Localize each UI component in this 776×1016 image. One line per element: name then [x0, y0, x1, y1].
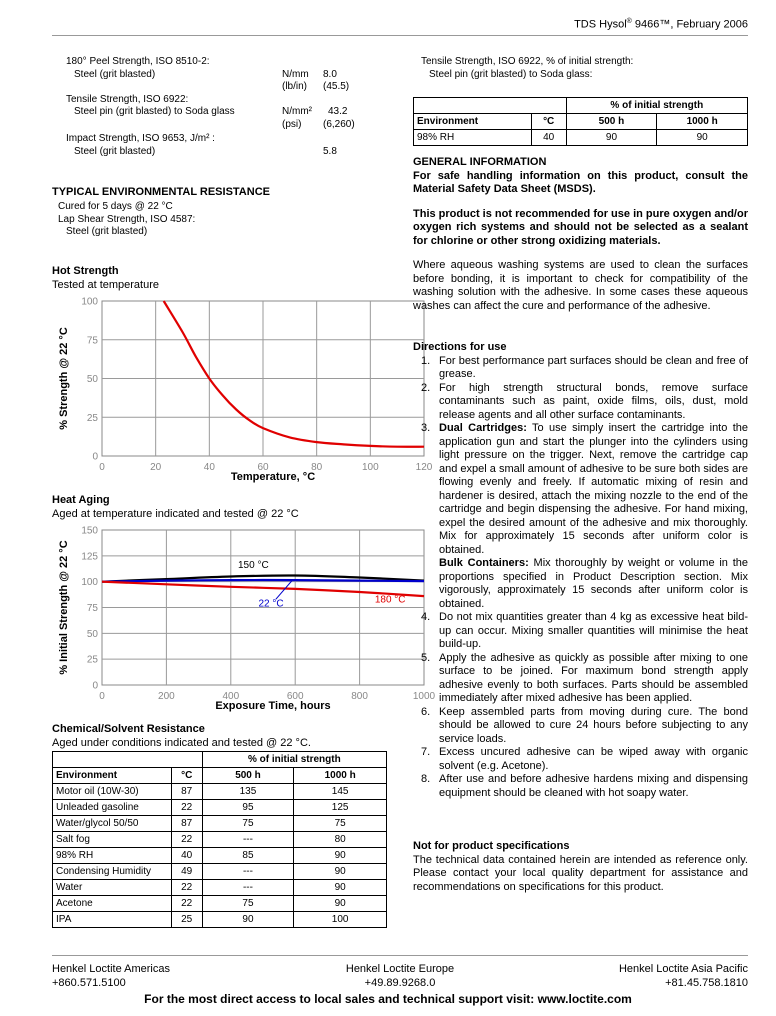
x-tick-label: 600	[286, 691, 304, 702]
rt-cell-500: 90	[566, 130, 657, 146]
x-tick-label: 100	[361, 462, 379, 473]
x-tick-label: 40	[203, 462, 215, 473]
table-cell: 98% RH	[53, 848, 172, 864]
direction-text-6: Keep assembled parts from moving during cure. The bond should be allowed to cure 24 hours before subjecting to any service loads.	[439, 705, 748, 745]
bulk-containers-label: Bulk Containers:	[439, 557, 529, 569]
peel-unit-1: N/mm	[282, 68, 309, 80]
list-number: 2.	[421, 381, 431, 394]
table-cell: ---	[202, 832, 294, 848]
tensile-unit-1: N/mm²	[282, 106, 312, 117]
table-cell: 87	[171, 784, 202, 800]
header-rule	[52, 35, 748, 36]
x-tick-label: 400	[222, 691, 240, 702]
chem-subtitle: Aged under conditions indicated and tested @ 22 °C.	[52, 737, 311, 749]
list-item	[413, 652, 748, 706]
tensile-sub: Steel pin (grit blasted) to Soda glass	[74, 106, 235, 117]
y-tick-label: 25	[86, 412, 98, 424]
chem-col-500: 500 h	[202, 768, 294, 784]
table-row	[53, 800, 387, 816]
table-row	[53, 912, 387, 928]
rt-col-1000: 1000 h	[657, 114, 748, 130]
tensile-unit-2: (psi)	[282, 118, 302, 130]
table-row	[53, 864, 387, 880]
table-cell: 145	[294, 784, 387, 800]
table-cell: 135	[202, 784, 294, 800]
env-cured: Cured for 5 days @ 22 °C	[58, 201, 173, 212]
y-tick-label: 100	[81, 296, 98, 308]
footer-bottom-line: For the most direct access to local sales and technical support visit: www.loctite.com	[144, 992, 632, 1006]
env-lap: Lap Shear Strength, ISO 4587:	[58, 213, 196, 225]
footer-europe	[300, 963, 500, 990]
right-tensile-table	[413, 97, 748, 146]
y-axis-label: % Strength @ 22 °C	[58, 327, 70, 430]
direction-text-2: For high strength structural bonds, remove surface contaminants such as paint, oxide films, oils, dust, mold release agents and all other surface contaminants.	[439, 381, 748, 421]
directions	[413, 341, 748, 800]
table-row	[53, 896, 387, 912]
chem-header-blank	[53, 752, 203, 768]
rt-cell-1000: 90	[657, 130, 748, 146]
list-item	[413, 422, 748, 611]
table-row	[53, 832, 387, 848]
table-cell: 80	[294, 832, 387, 848]
general-info	[413, 156, 748, 313]
general-heading: GENERAL INFORMATION	[413, 156, 547, 168]
tensile-value-2: (6,260)	[323, 118, 355, 130]
heat-aging-subtitle: Aged at temperature indicated and tested @ 22 °C	[52, 508, 299, 520]
asia-phone: +81.45.758.1810	[665, 976, 748, 989]
rt-header-blank	[414, 98, 567, 114]
table-cell: 22	[171, 800, 202, 816]
table-row	[53, 848, 387, 864]
y-tick-label: 100	[81, 577, 98, 589]
table-cell: Acetone	[53, 896, 172, 912]
direction-text-8: After use and before adhesive hardens mixing and dispensing equipment should be cleaned with hot soapy water.	[439, 773, 748, 799]
direction-text-1: For best performance part surfaces should be clean and free of grease.	[439, 354, 748, 380]
chem-title: Chemical/Solvent Resistance	[52, 723, 205, 735]
asia-name: Henkel Loctite Asia Pacific	[618, 963, 748, 975]
rt-col-500: 500 h	[566, 114, 657, 130]
y-tick-label: 25	[86, 654, 98, 666]
table-cell: 40	[171, 848, 202, 864]
table-row	[53, 784, 387, 800]
footer-rule	[52, 955, 748, 956]
x-tick-label: 0	[99, 691, 105, 702]
dual-cartridges-label: Dual Cartridges:	[439, 422, 527, 434]
y-tick-label: 75	[86, 603, 98, 614]
list-number: 5.	[421, 651, 431, 664]
x-axis-label: Temperature, °C	[230, 471, 316, 483]
table-cell: 90	[294, 880, 387, 896]
header-title-suffix: 9466™, February 2006	[631, 18, 748, 31]
peel-sub: Steel (grit blasted)	[74, 68, 156, 80]
notspec-heading: Not for product specifications	[413, 840, 570, 852]
directions-heading: Directions for use	[413, 341, 507, 353]
x-tick-label: 20	[150, 462, 162, 473]
table-cell: 90	[294, 848, 387, 864]
y-tick-label: 125	[81, 551, 98, 563]
table-cell: 125	[294, 800, 387, 816]
table-cell: 90	[294, 864, 387, 880]
list-number: 7.	[421, 746, 431, 758]
label-180c: 180 °C	[374, 594, 406, 606]
table-cell: 87	[171, 816, 202, 832]
rt-cell-c: 40	[531, 130, 566, 146]
right-tensile-block	[421, 56, 633, 81]
table-cell: 90	[294, 896, 387, 912]
rt-header-span: % of initial strength	[566, 98, 747, 114]
direction-text-4: Do not mix quantities greater than 4 kg as excessive heat bild-up can occur. Mixing smaller quantities will minimise the heat build-up.	[439, 611, 748, 650]
list-item	[413, 706, 748, 747]
x-tick-label: 0	[99, 462, 105, 473]
peel-value-2: (45.5)	[323, 81, 350, 92]
footer-asia	[619, 963, 748, 990]
americas-name: Henkel Loctite Americas	[52, 963, 170, 975]
table-cell: 49	[171, 864, 202, 880]
header-registered: ®	[626, 18, 632, 25]
direction-text-3b: Mix thoroughly by weight or volume in the proportions specified in Product Description section. Mix vigorously, approximately 15 seconds after uniform color is obtained.	[439, 557, 749, 610]
europe-phone: +49.89.9268.0	[364, 976, 436, 989]
table-cell: 75	[294, 816, 387, 832]
list-number: 6.	[421, 705, 431, 718]
header-title-prefix: TDS Hysol	[574, 18, 627, 31]
table-cell: 100	[294, 912, 387, 928]
chem-col-1000: 1000 h	[294, 768, 387, 784]
x-tick-label: 800	[351, 691, 368, 702]
y-tick-label: 50	[86, 374, 98, 385]
direction-text-3: To use simply insert the cartridge into the application gun and start the plunger into the cylinders using light pressure on the trigger. Next, remove the cartridge cap and expel a small amount of adhesive to be sure both sides are flowing evenly and freely. If automatic mixing of resin and hardener is desired, attach the mixing nozzle to the end of the cartridge and begin dispensing the adhesive. For hand mixing, expel the desired amount of the adhesive and mix thoroughly. Mix for approximately 15 seconds after uniform color is obtained.	[439, 422, 748, 556]
general-oxygen: This product is not recommended for use in pure oxygen and/or oxygen rich systems and should not be selected as a sealant for chlorine or other strong oxidizing materials.	[413, 207, 748, 247]
chem-table	[52, 751, 387, 928]
table-cell: Unleaded gasoline	[53, 800, 172, 816]
env-steel: Steel (grit blasted)	[66, 226, 148, 237]
peel-title: 180° Peel Strength, ISO 8510-2:	[66, 56, 210, 67]
rt-col-c: °C	[531, 114, 566, 130]
chem-col-c: °C	[171, 768, 202, 784]
list-item	[413, 382, 748, 423]
x-axis-label: Exposure Time, hours	[215, 700, 331, 712]
x-tick-label: 60	[257, 462, 269, 473]
table-cell: Water/glycol 50/50	[53, 816, 172, 832]
list-item	[413, 773, 748, 800]
chem-header-span: % of initial strength	[202, 752, 386, 768]
list-item	[413, 355, 748, 382]
table-row	[414, 130, 748, 146]
americas-phone: +860.571.5100	[52, 976, 126, 989]
direction-text-5: Apply the adhesive as quickly as possible after mixing to one surface to be joined. For maximum bond strength apply adhesive evenly to both surfaces. Parts should be assembled immediately after mixed adhesive has been applied.	[439, 651, 748, 704]
notspec-text: The technical data contained herein are intended as reference only. Please contact your local quality department for assistance and recommendations on specifications for this product.	[413, 853, 748, 893]
footer-americas	[52, 963, 170, 990]
rt-cell-env: 98% RH	[414, 130, 532, 146]
heat-aging-chart	[52, 521, 436, 713]
table-cell: 22	[171, 832, 202, 848]
list-number: 8.	[421, 773, 431, 785]
table-cell: 90	[202, 912, 294, 928]
tensile-title: Tensile Strength, ISO 6922:	[66, 93, 189, 105]
table-cell: 95	[202, 800, 294, 816]
general-safe: For safe handling information on this product, consult the Material Safety Data Sheet (MSDS).	[413, 169, 748, 195]
table-cell: ---	[202, 864, 294, 880]
table-cell: Motor oil (10W-30)	[53, 784, 172, 800]
table-cell: Water	[53, 880, 172, 896]
y-tick-label: 0	[92, 451, 98, 463]
hot-strength-subtitle: Tested at temperature	[52, 279, 160, 291]
table-row	[53, 816, 387, 832]
label-150c: 150 °C	[237, 560, 269, 572]
heat-aging-title: Heat Aging	[52, 494, 110, 506]
y-tick-label: 75	[86, 335, 98, 347]
direction-text-7: Excess uncured adhesive can be wiped away with organic solvent (e.g. Acetone).	[439, 746, 748, 772]
peel-value-1: 8.0	[323, 68, 337, 80]
impact-title: Impact Strength, ISO 9653, J/m² :	[66, 133, 215, 144]
hot-strength-chart	[52, 292, 433, 484]
table-cell: IPA	[53, 912, 172, 928]
table-cell: ---	[202, 880, 294, 896]
table-cell: 22	[171, 880, 202, 896]
europe-name: Henkel Loctite Europe	[345, 963, 455, 975]
y-tick-label: 150	[81, 525, 98, 537]
table-cell: Salt fog	[53, 832, 172, 848]
y-tick-label: 0	[92, 680, 98, 692]
page-header	[574, 18, 748, 31]
list-number: 1.	[421, 354, 431, 367]
impact-value: 5.8	[323, 145, 337, 157]
rt-col-env: Environment	[414, 114, 532, 130]
peel-unit-2: (lb/in)	[282, 81, 308, 92]
table-cell: 85	[202, 848, 294, 864]
table-cell: 22	[171, 896, 202, 912]
table-cell: Condensing Humidity	[53, 864, 172, 880]
x-tick-label: 200	[158, 691, 175, 702]
tensile-value-1: 43.2	[328, 106, 348, 117]
list-number: 3.	[421, 422, 431, 434]
table-row	[53, 880, 387, 896]
list-number: 4.	[421, 611, 431, 623]
general-aqueous: Where aqueous washing systems are used to clean the surfaces before bonding, it is important to check for compatibility of the washing solution with the adhesive. In some cases these aqueous washes can affect the cure and performance of the adhesive.	[413, 259, 748, 312]
table-cell: 75	[202, 816, 294, 832]
properties-block	[66, 56, 386, 158]
not-for-spec	[413, 840, 748, 894]
table-cell: 75	[202, 896, 294, 912]
y-tick-label: 50	[86, 628, 98, 640]
y-axis-label: % Initial Strength @ 22 °C	[58, 540, 70, 675]
table-cell: 25	[171, 912, 202, 928]
list-item	[413, 746, 748, 773]
right-tensile-title: Tensile Strength, ISO 6922, % of initial strength:	[421, 56, 634, 67]
chem-col-env: Environment	[53, 768, 172, 784]
x-tick-label: 1000	[412, 691, 436, 702]
list-item	[413, 611, 748, 652]
hot-strength-title: Hot Strength	[52, 265, 119, 277]
label-22c: 22 °C	[258, 598, 284, 610]
x-tick-label: 80	[311, 462, 323, 473]
env-block	[58, 201, 195, 239]
impact-sub: Steel (grit blasted)	[74, 145, 156, 157]
x-tick-label: 120	[415, 462, 433, 473]
env-heading: TYPICAL ENVIRONMENTAL RESISTANCE	[52, 186, 270, 198]
directions-list	[413, 355, 748, 801]
right-tensile-sub: Steel pin (grit blasted) to Soda glass:	[429, 68, 593, 80]
